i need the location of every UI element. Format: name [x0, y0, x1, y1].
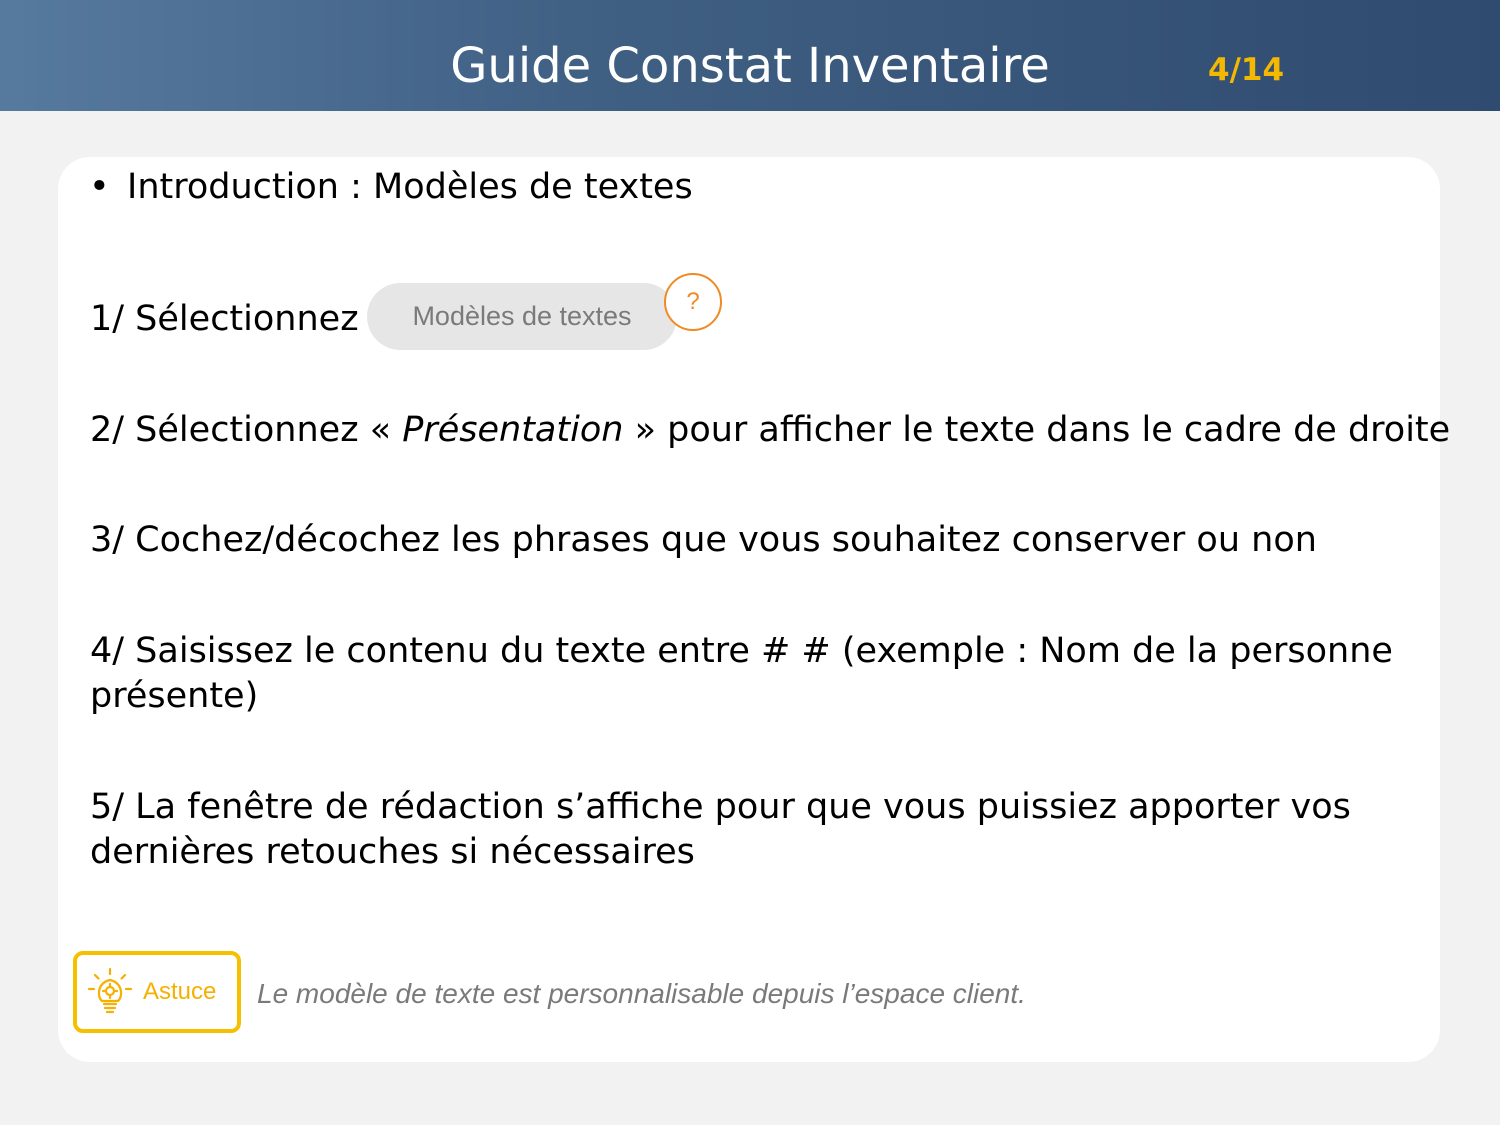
step2-emphasis: Présentation — [402, 410, 624, 450]
intro-heading: Introduction : Modèles de textes — [127, 167, 693, 207]
help-icon-glyph: ? — [686, 288, 700, 315]
page-title: Guide Constat Inventaire — [450, 38, 1050, 94]
astuce-badge — [73, 951, 241, 1033]
content-card — [58, 157, 1440, 1062]
tip-text: Le modèle de texte est personnalisable depuis l’espace client. — [257, 978, 1026, 1009]
step2-prefix: 2/ Sélectionnez « — [90, 410, 403, 450]
step2-suffix: » pour afficher le texte dans le cadre de droite — [623, 410, 1451, 450]
help-icon[interactable] — [664, 273, 722, 331]
step5-text-line2: dernières retouches si nécessaires — [90, 832, 695, 872]
astuce-label: Astuce — [143, 978, 217, 1005]
step2-text — [90, 408, 1450, 453]
step3-text: 3/ Cochez/décochez les phrases que vous souhaitez conserver ou non — [90, 520, 1317, 560]
modeles-de-textes-button[interactable] — [367, 283, 677, 350]
step4-text-line2: présente) — [90, 676, 259, 716]
modeles-de-textes-label: Modèles de textes — [412, 301, 632, 331]
lightbulb-gear-icon — [87, 967, 133, 1019]
header-bar — [0, 0, 1500, 111]
bullet-dot: • — [89, 167, 110, 207]
step1-text: 1/ Sélectionnez — [90, 299, 359, 339]
step4-text-line1: 4/ Saisissez le contenu du texte entre # # (exemple : Nom de la personne — [90, 631, 1393, 671]
step5-text-line1: 5/ La fenêtre de rédaction s’affiche pour que vous puissiez apporter vos — [90, 787, 1351, 827]
page-number: 4/14 — [1208, 52, 1285, 88]
